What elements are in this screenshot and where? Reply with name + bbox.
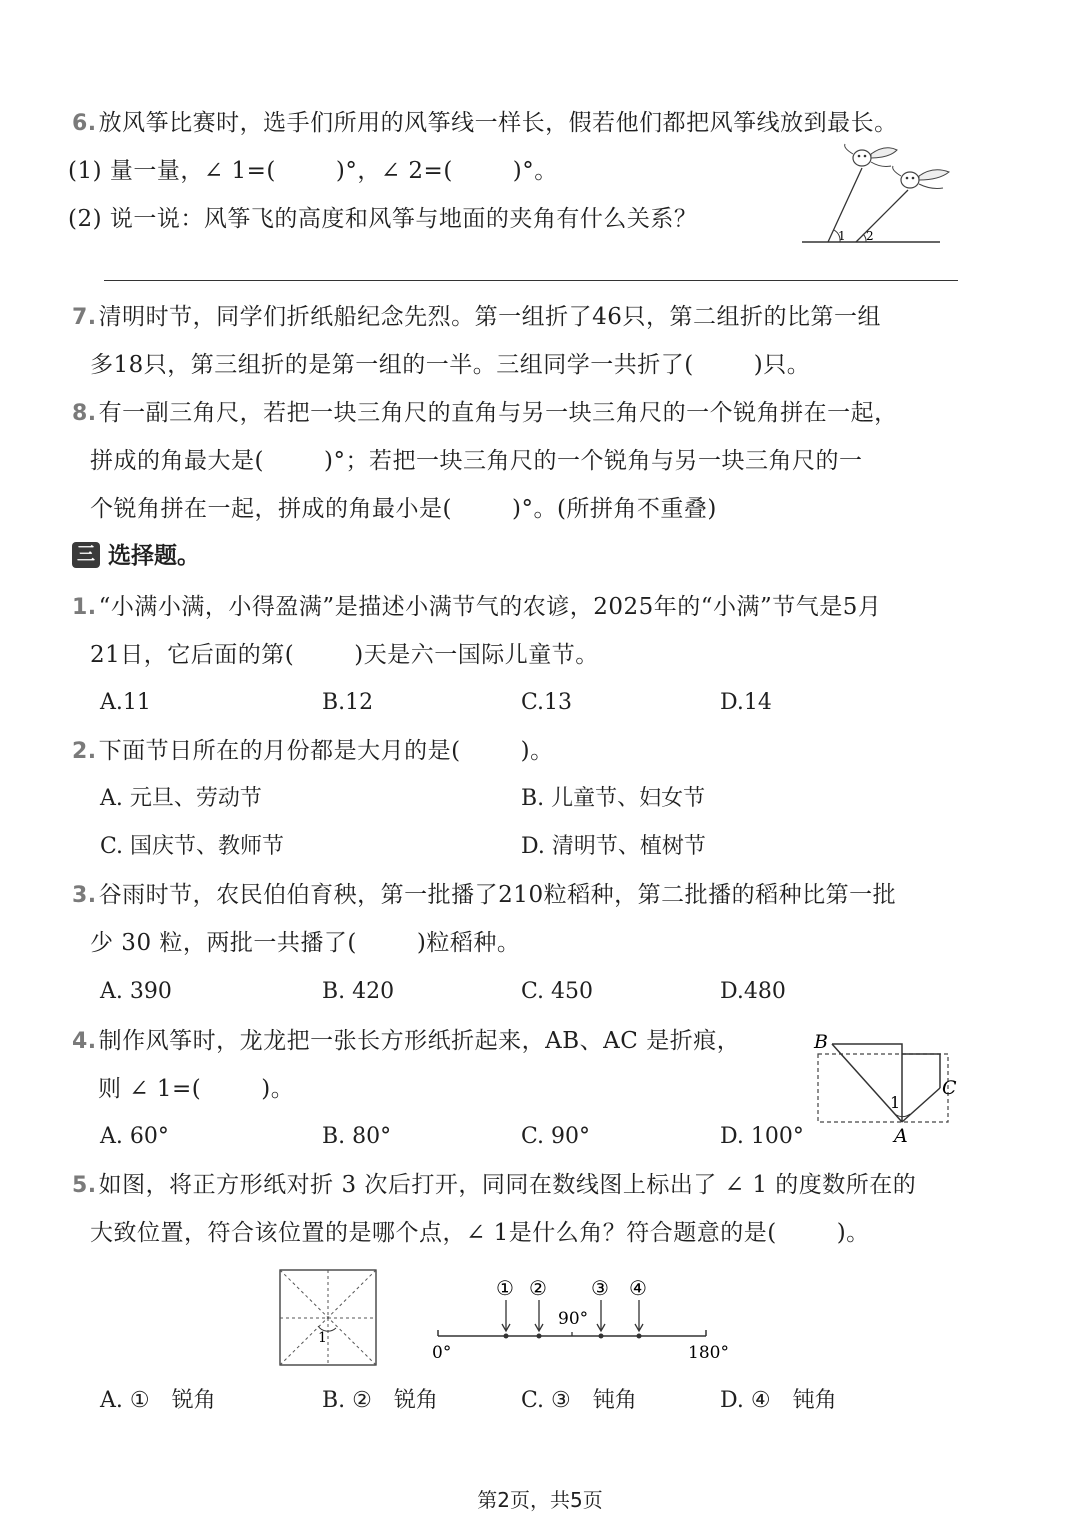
q8-line2-text-a: 拼成的角最大是( [90, 448, 264, 474]
tick-0-label: 0° [432, 1343, 452, 1363]
c5-line1 [72, 1170, 916, 1201]
c4-line2 [98, 1074, 294, 1104]
q6-part1-text-b: )°，∠ 2=( [335, 158, 453, 184]
c5-option-a[interactable]: A. ① 锐角 [100, 1388, 216, 1413]
point-1-marker [496, 1276, 514, 1339]
c3-line1 [72, 880, 896, 911]
point-3-label: ③ [591, 1276, 609, 1300]
c4-option-c[interactable]: C. 90° [521, 1124, 591, 1149]
c3-option-d[interactable]: D.480 [720, 979, 786, 1004]
kite-figure [800, 140, 970, 250]
question-number: 5. [72, 1173, 97, 1198]
c4-option-a[interactable]: A. 60° [100, 1124, 169, 1149]
q7-line2-text-a: 多18只，第三组折的是第一组的一半。三组同学一共折了( [90, 352, 694, 378]
kite-2-icon [893, 166, 949, 189]
c5-line2 [90, 1218, 870, 1248]
section-title: 选择题。 [108, 543, 200, 569]
c1-option-b[interactable]: B.12 [322, 690, 374, 715]
q6-part2 [68, 204, 697, 234]
c3-line2-text-b: )粒稻种。 [416, 930, 521, 956]
question-number: 7. [72, 305, 97, 330]
q6-part1-text-a: (1) 量一量，∠ 1=( [68, 158, 276, 184]
folded-square-figure [278, 1268, 380, 1368]
c1-line2-text-a: 21日，它后面的第( [90, 642, 295, 668]
c2-option-b[interactable]: B. 儿童节、妇女节 [521, 786, 706, 811]
kite-1-icon [845, 144, 897, 167]
c2-stem [72, 736, 554, 767]
question-number: 8. [72, 401, 97, 426]
point-4-label: ④ [629, 1276, 647, 1300]
q6-stem [72, 108, 898, 139]
q8-line2-text-b: )°；若把一块三角尺的一个锐角与另一块三角尺的一 [323, 448, 863, 474]
q8-line1 [72, 398, 898, 429]
q8-line3-text-b: )°。(所拼角不重叠) [511, 496, 717, 522]
c1-line1-text: “小满小满，小得盈满”是描述小满节气的农谚，2025年的“小满”节气是5月 [98, 594, 882, 620]
question-number: 4. [72, 1029, 97, 1054]
c4-option-b[interactable]: B. 80° [322, 1124, 392, 1149]
q8-line1-text: 有一副三角尺，若把一块三角尺的直角与另一块三角尺的一个锐角拼在一起， [98, 400, 898, 426]
q7-line2-text-b: )只。 [753, 352, 811, 378]
c4-option-d[interactable]: D. 100° [720, 1124, 804, 1149]
point-3-marker [591, 1276, 609, 1339]
c1-line2-text-b: )天是六一国际儿童节。 [354, 642, 599, 668]
c1-option-c[interactable]: C.13 [521, 690, 573, 715]
q6-part1-text-c: )°。 [512, 158, 558, 184]
question-number: 2. [72, 739, 97, 764]
c1-option-a[interactable]: A.11 [100, 690, 151, 715]
angle-1-label: 1 [838, 229, 846, 243]
c5-option-b[interactable]: B. ② 锐角 [322, 1388, 438, 1413]
c2-option-a[interactable]: A. 元旦、劳动节 [100, 786, 262, 811]
c3-line1-text: 谷雨时节，农民伯伯育秧，第一批播了210粒稻种，第二批播的稻种比第一批 [98, 882, 897, 908]
tick-180-label: 180° [688, 1343, 729, 1363]
question-number: 6. [72, 111, 97, 136]
c1-line2 [90, 640, 599, 670]
number-line-figure [430, 1270, 740, 1370]
point-2-marker [529, 1276, 547, 1339]
point-2-label: ② [529, 1276, 547, 1300]
c3-option-b[interactable]: B. 420 [322, 979, 395, 1004]
question-number: 1. [72, 595, 97, 620]
section-number-icon: 三 [72, 542, 100, 568]
c3-line2 [90, 928, 520, 958]
question-number: 3. [72, 883, 97, 908]
answer-writing-line[interactable] [104, 280, 958, 281]
c5-option-c[interactable]: C. ③ 钝角 [521, 1388, 637, 1413]
label-c: C [942, 1077, 957, 1099]
q6-part2-text: (2) 说一说：风筝飞的高度和风筝与地面的夹角有什么关系？ [68, 206, 698, 232]
c3-line2-text-a: 少 30 粒，两批一共播了( [90, 930, 357, 956]
c4-line1 [72, 1026, 740, 1057]
point-1-label: ① [496, 1276, 514, 1300]
q7-line2 [90, 350, 810, 380]
folded-paper-figure [810, 1028, 970, 1146]
square-angle-label: 1 [318, 1330, 327, 1346]
c4-line2-text-a: 则 ∠ 1=( [98, 1076, 202, 1102]
tick-90-label: 90° [558, 1309, 589, 1329]
c5-option-d[interactable]: D. ④ 钝角 [720, 1388, 837, 1413]
c3-option-c[interactable]: C. 450 [521, 979, 594, 1004]
c4-line2-text-b: )。 [261, 1076, 295, 1102]
c5-line1-text: 如图，将正方形纸对折 3 次后打开，同同在数线图上标出了 ∠ 1 的度数所在的 [98, 1172, 917, 1198]
angle-1-label: 1 [890, 1093, 901, 1112]
q6-part1 [68, 156, 558, 186]
c1-option-d[interactable]: D.14 [720, 690, 772, 715]
c4-line1-text: 制作风筝时，龙龙把一张长方形纸折起来，AB、AC 是折痕， [98, 1028, 741, 1054]
q8-line3-text-a: 个锐角拼在一起，拼成的角最小是( [90, 496, 452, 522]
c3-option-a[interactable]: A. 390 [100, 979, 172, 1004]
q7-line1-text: 清明时节，同学们折纸船纪念先烈。第一组折了46只，第二组折的比第一组 [98, 304, 881, 330]
c5-line2-text-b: )。 [836, 1220, 870, 1246]
q7-line1 [72, 302, 881, 333]
c2-option-d[interactable]: D. 清明节、植树节 [521, 834, 706, 859]
q6-stem-text: 放风筝比赛时，选手们所用的风筝线一样长，假若他们都把风筝线放到最长。 [98, 110, 898, 136]
section-header-choice [72, 540, 200, 572]
c2-stem-text-a: 下面节日所在的月份都是大月的是( [98, 738, 461, 764]
c2-option-c[interactable]: C. 国庆节、教师节 [100, 834, 285, 859]
c2-stem-text-b: )。 [520, 738, 554, 764]
q8-line2 [90, 446, 862, 476]
label-b: B [814, 1031, 828, 1053]
angle-2-label: 2 [866, 229, 874, 243]
label-a: A [894, 1125, 908, 1147]
c5-line2-text-a: 大致位置，符合该位置的是哪个点，∠ 1是什么角？符合题意的是( [90, 1220, 777, 1246]
point-4-marker [629, 1276, 647, 1339]
c1-line1 [72, 592, 881, 623]
q8-line3 [90, 494, 717, 524]
page-footer: 第2页，共5页 [477, 1488, 603, 1512]
